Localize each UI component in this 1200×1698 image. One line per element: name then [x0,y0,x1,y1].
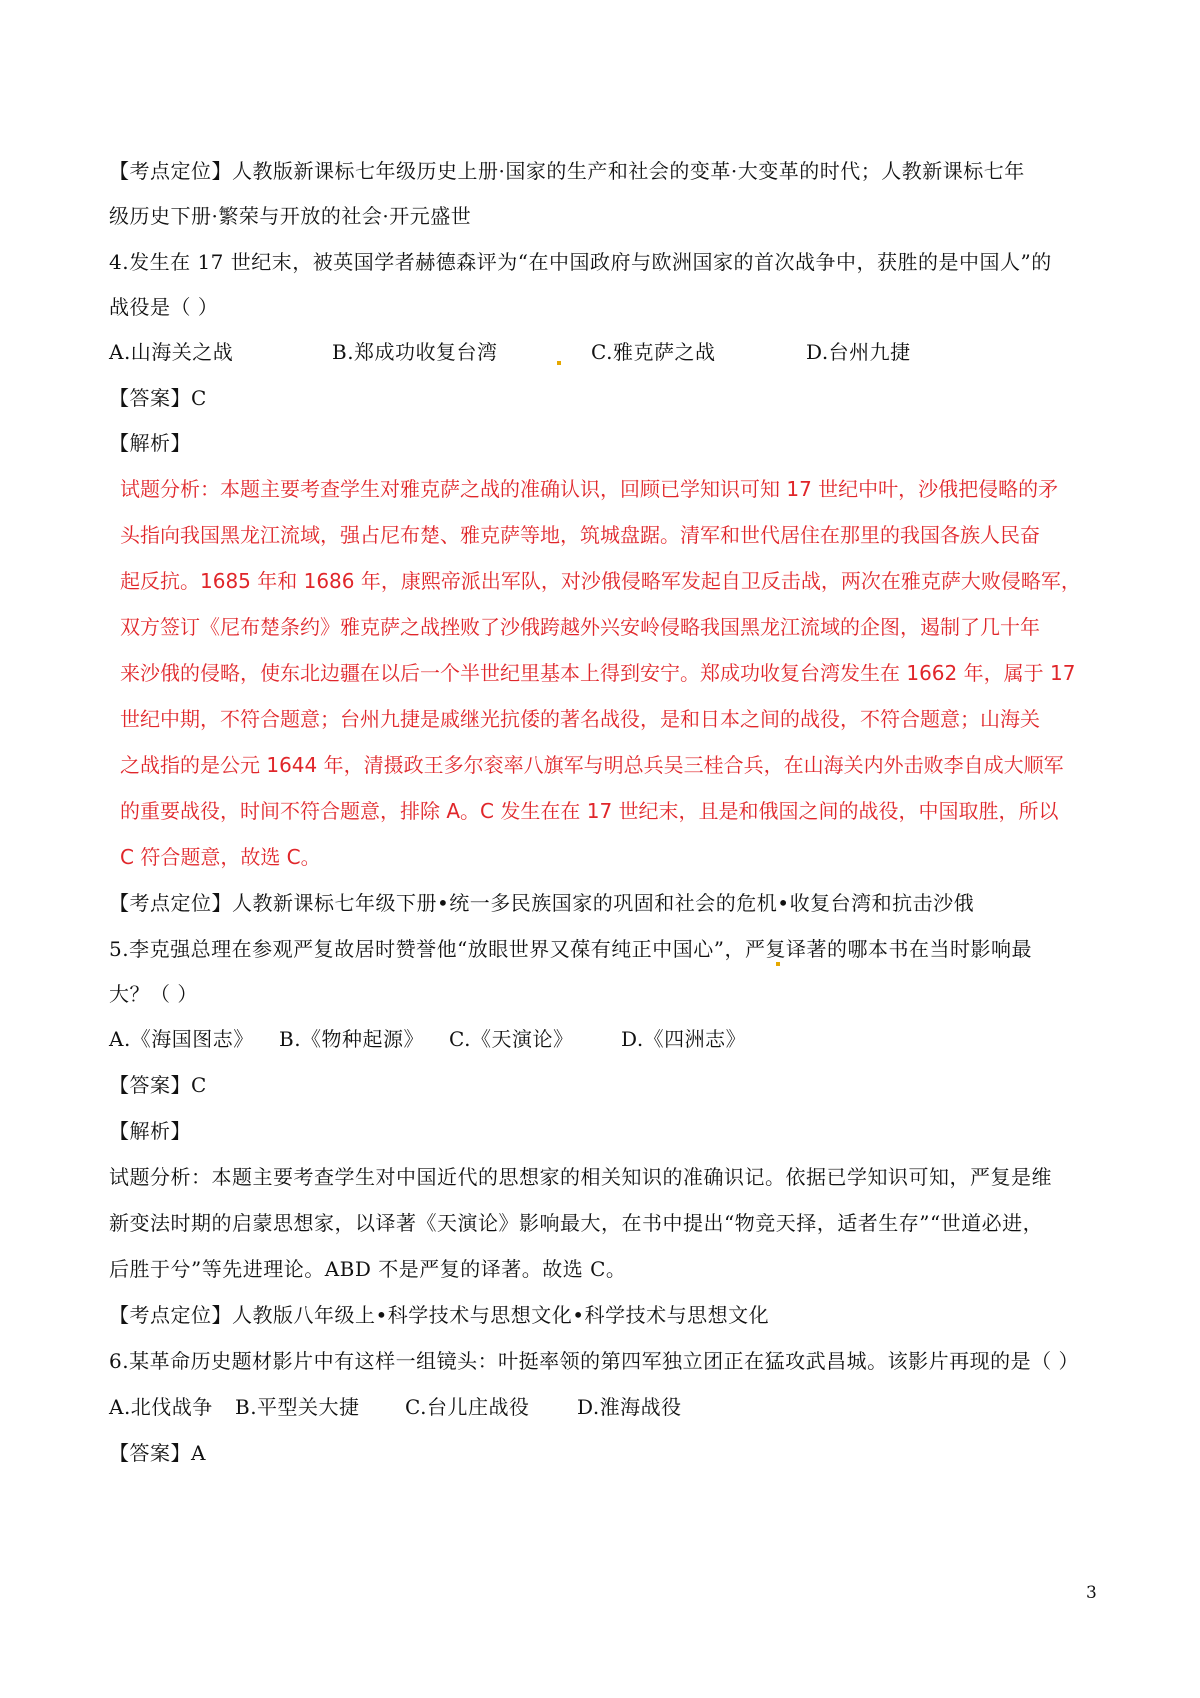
q5-answer: 【答案】C [109,1073,207,1097]
q4-kaodian: 【考点定位】人教新课标七年级下册•统一多民族国家的巩固和社会的危机•收复台湾和抗击沙俄 [109,891,975,915]
q6-option-b: B.平型关大捷 [235,1395,360,1419]
q5-jiexi-label: 【解析】 [109,1119,191,1143]
q5-stem-line1: 5.李克强总理在参观严复故居时赞誉他“放眼世界又葆有纯正中国心”，严复译著的哪本书在当时影响最 [109,937,1033,961]
page-number: 3 [1086,1583,1097,1603]
q4-analysis-line: 世纪中期，不符合题意；台州九捷是戚继光抗倭的著名战役，是和日本之间的战役，不符合题意；山海关 [120,707,1040,731]
q5-option-b: B.《物种起源》 [279,1027,425,1051]
q4-option-d: D.台州九捷 [806,340,911,364]
q4-analysis-line: C 符合题意，故选 C。 [120,845,321,869]
q4-analysis-line: 试题分析：本题主要考查学生对雅克萨之战的准确认识，回顾已学知识可知 17 世纪中叶，沙俄把侵略的矛 [120,477,1059,501]
q5-option-d: D.《四洲志》 [621,1027,747,1051]
q5-analysis-line: 新变法时期的启蒙思想家，以译著《天演论》影响最大，在书中提出“物竞天择，适者生存”“世道必进， [109,1211,1044,1235]
q4-stem-line2: 战役是（ ） [109,295,219,319]
q4-option-b: B.郑成功收复台湾 [332,340,498,364]
mark-dot [776,962,780,966]
q6-option-d: D.淮海战役 [577,1395,682,1419]
q6-option-a: A.北伐战争 [109,1395,213,1419]
kaodian-q3-line2: 级历史下册·繁荣与开放的社会·开元盛世 [109,204,472,228]
q4-stem-line1: 4.发生在 17 世纪末，被英国学者赫德森评为“在中国政府与欧洲国家的首次战争中，获胜的是中国人”的 [109,250,1052,274]
kaodian-q3-line1: 【考点定位】人教版新课标七年级历史上册·国家的生产和社会的变革·大变革的时代；人教新课标七年 [109,159,1025,183]
q6-stem: 6.某革命历史题材影片中有这样一组镜头：叶挺率领的第四军独立团正在猛攻武昌城。该影片再现的是（ ） [109,1349,1079,1373]
q6-option-c: C.台儿庄战役 [405,1395,530,1419]
q4-option-a: A.山海关之战 [109,340,234,364]
q4-answer: 【答案】C [109,386,207,410]
q4-analysis-line: 之战指的是公元 1644 年，清摄政王多尔衮率八旗军与明总兵吴三桂合兵，在山海关内外击败李自成大顺军 [120,753,1064,777]
q6-answer: 【答案】A [109,1441,206,1465]
q4-analysis-line: 双方签订《尼布楚条约》雅克萨之战挫败了沙俄跨越外兴安岭侵略我国黑龙江流域的企图，遏制了几十年 [120,615,1040,639]
q4-analysis-line: 的重要战役，时间不符合题意，排除 A。C 发生在在 17 世纪末，且是和俄国之间的战役，中国取胜，所以 [120,799,1059,823]
q4-jiexi-label: 【解析】 [109,431,191,455]
q5-analysis-line: 试题分析：本题主要考查学生对中国近代的思想家的相关知识的准确识记。依据已学知识可知，严复是维 [109,1165,1052,1189]
q4-analysis-line: 头指向我国黑龙江流域，强占尼布楚、雅克萨等地，筑城盘踞。清军和世代居住在那里的我国各族人民奋 [120,523,1040,547]
mark-dot [557,361,561,365]
q4-analysis-line: 来沙俄的侵略，使东北边疆在以后一个半世纪里基本上得到安宁。郑成功收复台湾发生在 1662 年，属于 17 [120,661,1076,685]
q4-analysis-line: 起反抗。1685 年和 1686 年，康熙帝派出军队，对沙俄侵略军发起自卫反击战，两次在雅克萨大败侵略军， [120,569,1081,593]
q5-option-c: C.《天演论》 [449,1027,574,1051]
q5-stem-line2: 大？（ ） [109,982,198,1006]
q4-option-c: C.雅克萨之战 [591,340,716,364]
q5-option-a: A.《海国图志》 [109,1027,254,1051]
q5-analysis-line: 后胜于兮”等先进理论。ABD 不是严复的译著。故选 C。 [109,1257,627,1281]
q5-kaodian: 【考点定位】人教版八年级上•科学技术与思想文化•科学技术与思想文化 [109,1303,770,1327]
